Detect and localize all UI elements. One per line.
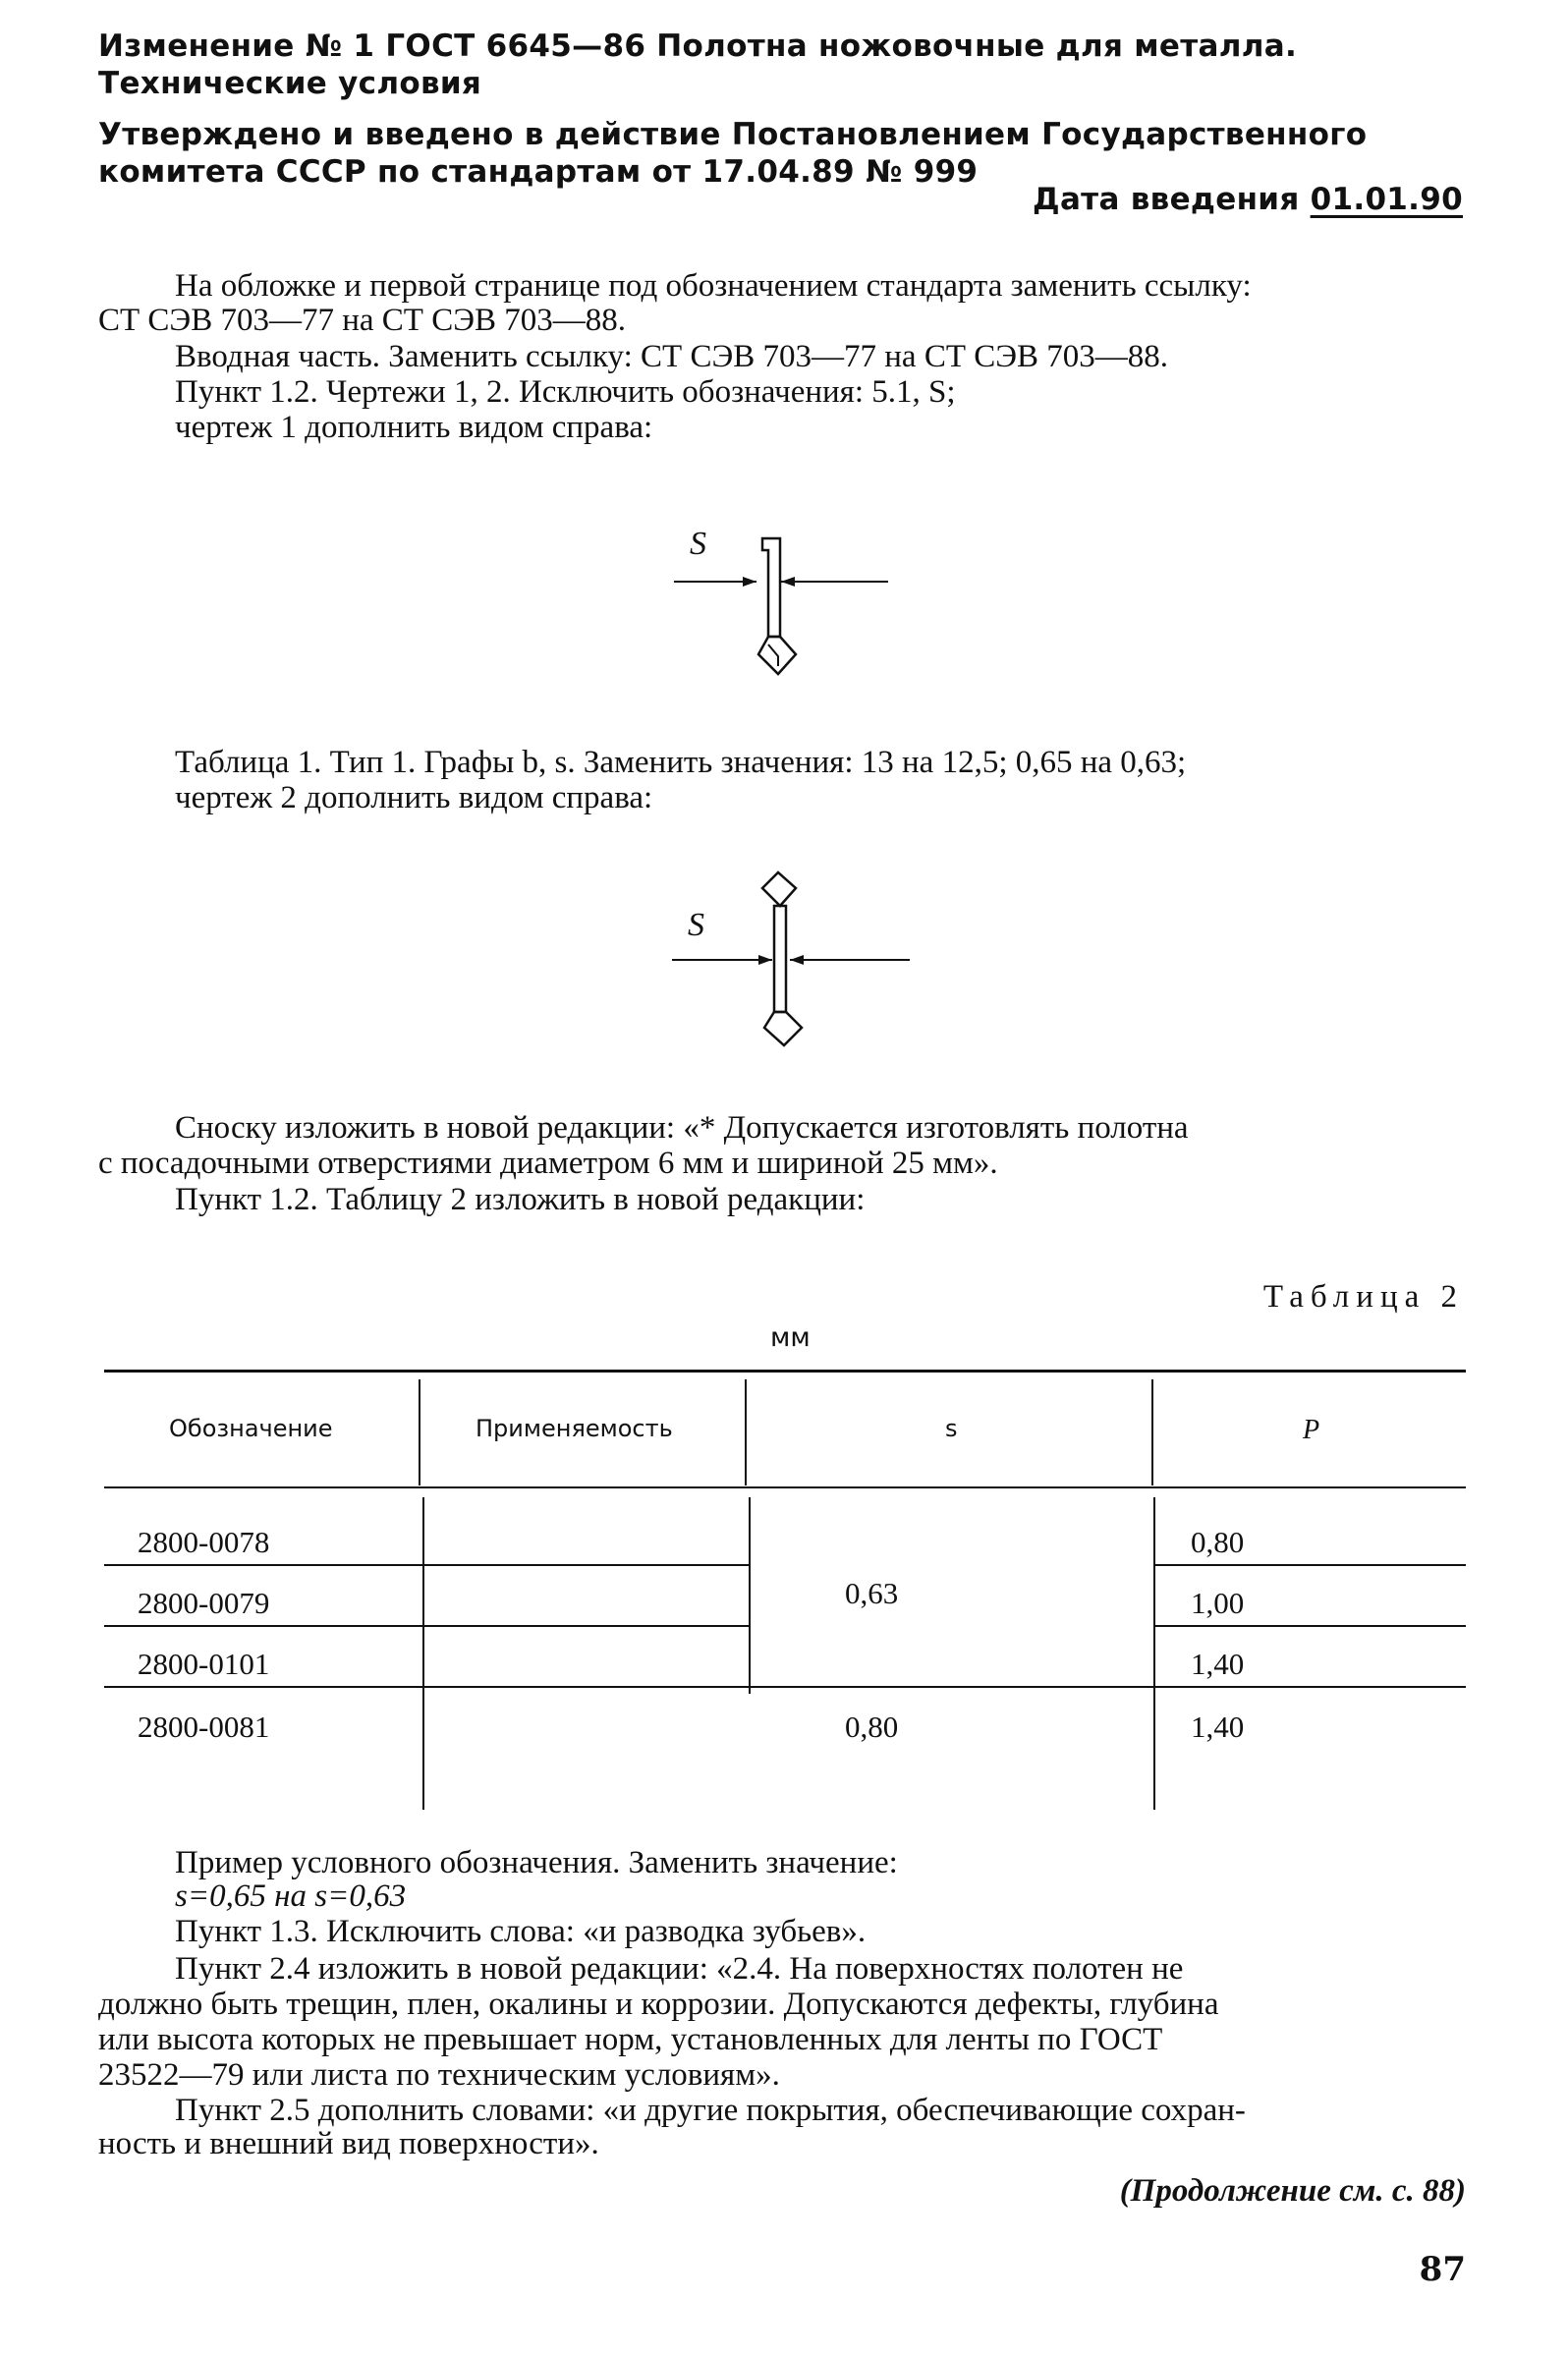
amendment-title: Изменение № 1 ГОСТ 6645—86 Полотна ножовочные для металла. Технические условия — [98, 28, 1298, 101]
dimension-label-s-2: S — [688, 907, 704, 943]
paragraph-table-1: Таблица 1. Тип 1. Графы b, s. Заменить значения: 13 на 12,5; 0,65 на 0,63; — [175, 745, 1187, 780]
drawing-2-side-view — [668, 865, 924, 1051]
drawing-1-side-view — [658, 521, 914, 698]
table-cell-p: 0,80 — [1191, 1525, 1245, 1559]
paragraph-point-2-4-d: 23522—79 или листа по техническим условиям». — [98, 2057, 780, 2093]
table-cell-p: 1,00 — [1191, 1586, 1245, 1620]
paragraph-point-2-4-c: или высота которых не превышает норм, установленных для ленты по ГОСТ — [98, 2022, 1163, 2057]
paragraph-point-2-5-a: Пункт 2.5 дополнить словами: «и другие покрытия, обеспечивающие сохран- — [175, 2093, 1246, 2128]
effective-date-label: Дата введения — [1033, 182, 1300, 217]
paragraph-point-2-4-a: Пункт 2.4 изложить в новой редакции: «2.4. На поверхностях полотен не — [175, 1951, 1184, 1987]
paragraph-example: Пример условного обозначения. Заменить значение: — [175, 1845, 898, 1880]
table-cell-s: 0,63 — [845, 1576, 899, 1610]
table-cell-p: 1,40 — [1191, 1709, 1245, 1744]
dimension-label-s: S — [690, 526, 706, 562]
approval-statement: Утверждено и введено в действие Постановлением Государственного комитета СССР по стандартам от 17.04.89 № 999 — [98, 117, 1368, 190]
column-header-p: P — [1303, 1415, 1320, 1445]
paragraph-intro: Вводная часть. Заменить ссылку: СТ СЭВ 703—77 на СТ СЭВ 703—88. — [175, 339, 1169, 374]
table-title: Таблица 2 — [1262, 1279, 1464, 1315]
column-header-applicability: Применяемость — [476, 1415, 673, 1442]
paragraph-point-1-3: Пункт 1.3. Исключить слова: «и разводка зубьев». — [175, 1914, 867, 1949]
paragraph-footnote-b: с посадочными отверстиями диаметром 6 мм и шириной 25 мм». — [98, 1146, 998, 1181]
effective-date-value: 01.01.90 — [1310, 182, 1463, 217]
paragraph-cover-b: СТ СЭВ 703—77 на СТ СЭВ 703—88. — [98, 303, 627, 338]
paragraph-example-values: s=0,65 на s=0,63 — [175, 1878, 407, 1914]
effective-date — [1033, 181, 1463, 218]
paragraph-drawing-1: чертеж 1 дополнить видом справа: — [175, 410, 653, 445]
table-cell-p: 1,40 — [1191, 1647, 1245, 1681]
table-cell-code: 2800-0101 — [138, 1647, 270, 1681]
table-cell-code: 2800-0079 — [138, 1586, 270, 1620]
table-unit: мм — [770, 1322, 811, 1353]
paragraph-point-1-2: Пункт 1.2. Чертежи 1, 2. Исключить обозначения: 5.1, S; — [175, 374, 956, 410]
table-cell-code: 2800-0078 — [138, 1525, 270, 1559]
table-cell-s: 0,80 — [845, 1709, 899, 1744]
column-header-s: s — [945, 1415, 958, 1442]
paragraph-cover-a: На обложке и первой странице под обозначением стандарта заменить ссылку: — [175, 268, 1252, 304]
continuation-note: (Продолжение см. с. 88) — [1119, 2173, 1466, 2209]
table-cell-code: 2800-0081 — [138, 1709, 270, 1744]
paragraph-drawing-2: чертеж 2 дополнить видом справа: — [175, 780, 653, 815]
column-header-designation: Обозначение — [169, 1415, 333, 1442]
paragraph-table-2-intro: Пункт 1.2. Таблицу 2 изложить в новой редакции: — [175, 1182, 866, 1217]
paragraph-point-2-4-b: должно быть трещин, плен, окалины и коррозии. Допускаются дефекты, глубина — [98, 1987, 1219, 2022]
paragraph-footnote-a: Сноску изложить в новой редакции: «* Допускается изготовлять полотна — [175, 1110, 1189, 1146]
page-number: 87 — [1419, 2250, 1466, 2289]
paragraph-point-2-5-b: ность и внешний вид поверхности». — [98, 2126, 599, 2161]
